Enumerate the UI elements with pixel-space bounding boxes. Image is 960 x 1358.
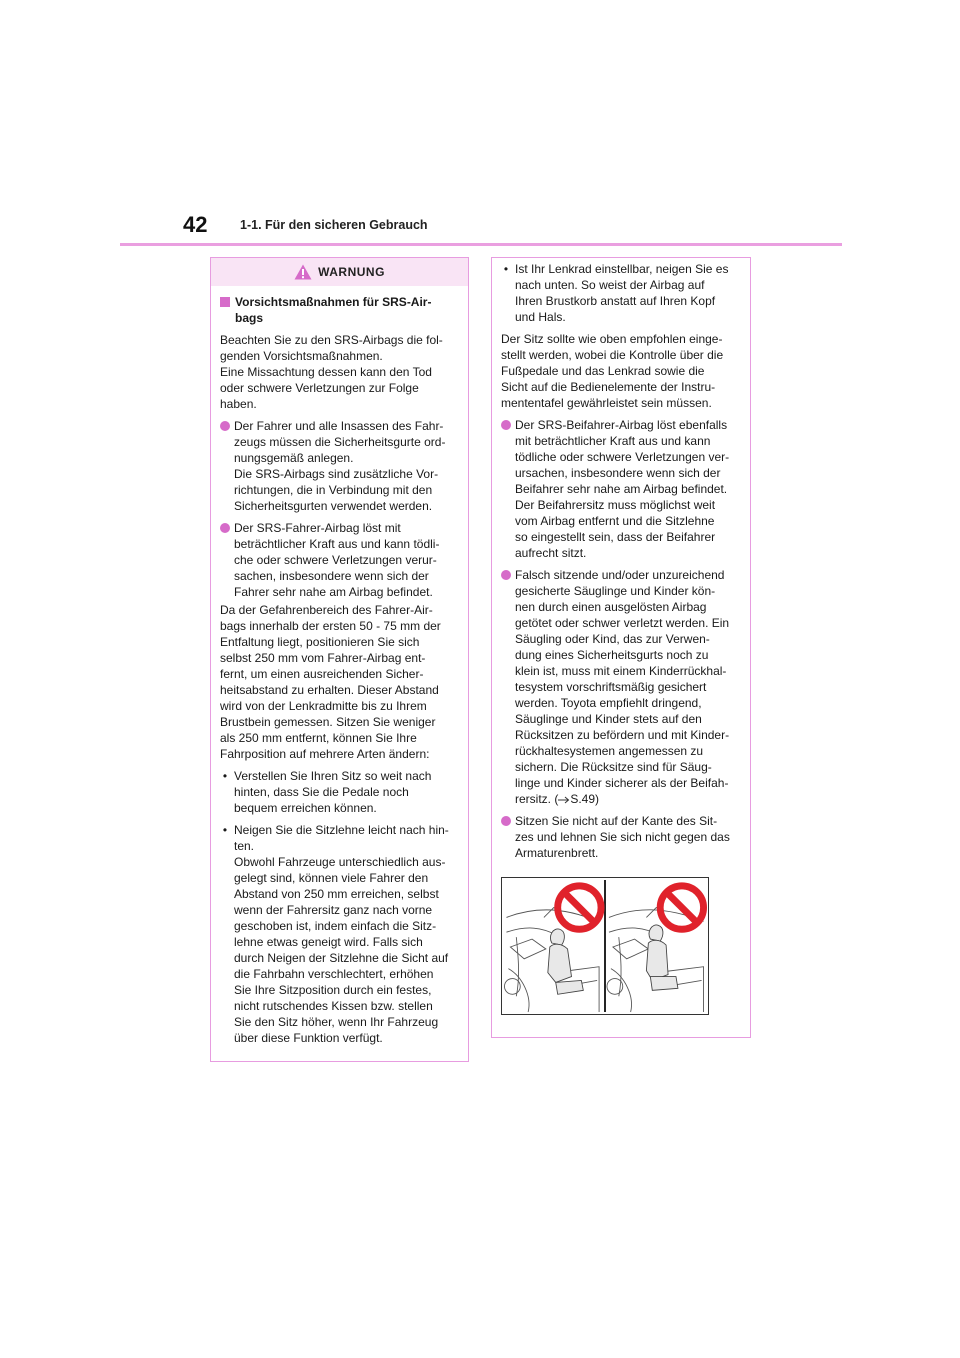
- seat-paragraph: Der Sitz sollte wie oben empfohlen einge- stellt werden, wobei die Kontrolle über die Fußpedale und das Lenkrad sowie die Sicht auf die Bedienelemente der Instru- mententafel gewährleistet sein müssen.: [501, 332, 724, 410]
- header-rule: [120, 243, 842, 246]
- arrow-right-icon: [558, 796, 570, 804]
- list-item: Falsch sitzende und/oder unzureichend gesicherte Säuglinge und Kinder kön- nen durch einen ausgelösten Airbag getötet oder schwer verletzt werden. Ein Säugling oder Kind, das zur Verwen- dung eines Sicherheitsgurts noch zu klein ist, muss mit einem Kinderrückhal- tesystem vorschriftsmäßig gesichert werden. Toyota empfiehlt dringend, Säuglinge und Kinder stets auf den Rücksitzen zu befördern und mit Kinder- rückhaltesystemen angemessen zu sichern. Die Rücksitze sind für Säug- linge und Kinder sicherer als der Beifah- rersitz. ( S.49): [501, 567, 741, 807]
- square-bullet-icon: [220, 297, 230, 307]
- warning-box-continued: [491, 257, 751, 1038]
- prohibited-sitting-illustration: [501, 877, 709, 1015]
- page-reference[interactable]: S.49): [570, 792, 600, 806]
- list-item: Der Fahrer und alle Insassen des Fahr- zeugs müssen die Sicherheitsgurte ord- nungsgemäß anlegen. Die SRS-Airbags sind zusätzliche Vor- richtungen, die in Verbindung mit den Sicherheitsgurten verwendet werden.: [220, 418, 459, 514]
- distance-paragraph: Da der Gefahrenbereich des Fahrer-Air- bags innerhalb der ersten 50 - 75 mm der Entfaltung liegt, positionieren Sie sich selbst 250 mm vom Fahrer-Airbag ent- fernt, um einen ausreichenden Sicher- heitsabstand zu erhalten. Dieser Abstand wird von der Lenkradmitte bis zu Ihrem Brustbein gemessen. Sitzen Sie weniger als 250 mm entfernt, können Sie Ihre Fahrposition auf mehrere Arten ändern:: [220, 603, 441, 761]
- circle-bullet-icon: [501, 570, 511, 580]
- warning-triangle-icon: [294, 264, 312, 280]
- bullet-icon: •: [222, 769, 228, 783]
- bullet-icon: •: [222, 823, 228, 837]
- circle-bullet-icon: [220, 421, 230, 431]
- warning-box: [210, 257, 469, 1062]
- list-item: Sitzen Sie nicht auf der Kante des Sit- zes und lehnen Sie sich nicht gegen das Armaturenbrett.: [501, 813, 741, 861]
- page-number: 42: [183, 212, 208, 237]
- warning-header: [211, 258, 468, 286]
- list-item: Der SRS-Fahrer-Airbag löst mit beträchtlicher Kraft aus und kann tödli- che oder schwere Verletzungen verur- sachen, insbesondere wenn sich der Fahrer sehr nahe am Airbag befindet.: [220, 520, 459, 600]
- bullet-icon: •: [503, 262, 509, 276]
- list-item: • Verstellen Sie Ihren Sitz so weit nach hinten, dass Sie die Pedale noch bequem erreichen können.: [220, 768, 459, 816]
- warning-label: WARNUNG: [318, 265, 385, 279]
- circle-bullet-icon: [220, 523, 230, 533]
- list-item: • Ist Ihr Lenkrad einstellbar, neigen Sie es nach unten. So weist der Airbag auf Ihren Brustkorb anstatt auf Ihren Kopf und Hals.: [501, 261, 741, 325]
- section-heading: Vorsichtsmaßnahmen für SRS-Air- bags: [220, 294, 459, 326]
- intro-paragraph: Beachten Sie zu den SRS-Airbags die fol- genden Vorsichtsmaßnahmen. Eine Missachtung dessen kann den Tod oder schwere Verletzungen zur Folge haben.: [220, 333, 443, 411]
- circle-bullet-icon: [501, 420, 511, 430]
- section-title: 1-1. Für den sicheren Gebrauch: [240, 218, 428, 232]
- circle-bullet-icon: [501, 816, 511, 826]
- list-item: Der SRS-Beifahrer-Airbag löst ebenfalls mit beträchtlicher Kraft aus und kann tödliche oder schwere Verletzungen ver- ursachen, insbesondere wenn sich der Beifahrer sehr nahe am Airbag befindet. Der Beifahrersitz muss möglichst weit vom Airbag entfernt und die Sitzlehne so eingestellt sein, dass der Beifahrer aufrecht sitzt.: [501, 417, 741, 561]
- list-item: • Neigen Sie die Sitzlehne leicht nach hin- ten. Obwohl Fahrzeuge unterschiedlich aus- gelegt sind, können viele Fahrer den Abstand von 250 mm erreichen, selbst wenn der Fahrersitz ganz nach vorne geschoben ist, indem einfach die Sitz- lehne etwas geneigt wird. Falls sich durch Neigen der Sitzlehne die Sicht auf die Fahrbahn verschlechtert, erhöhen Sie Ihre Sitzposition durch ein festes, nicht rutschendes Kissen bzw. stellen Sie den Sitz höher, wenn Ihr Fahrzeug über diese Funktion verfügt.: [220, 822, 459, 1046]
